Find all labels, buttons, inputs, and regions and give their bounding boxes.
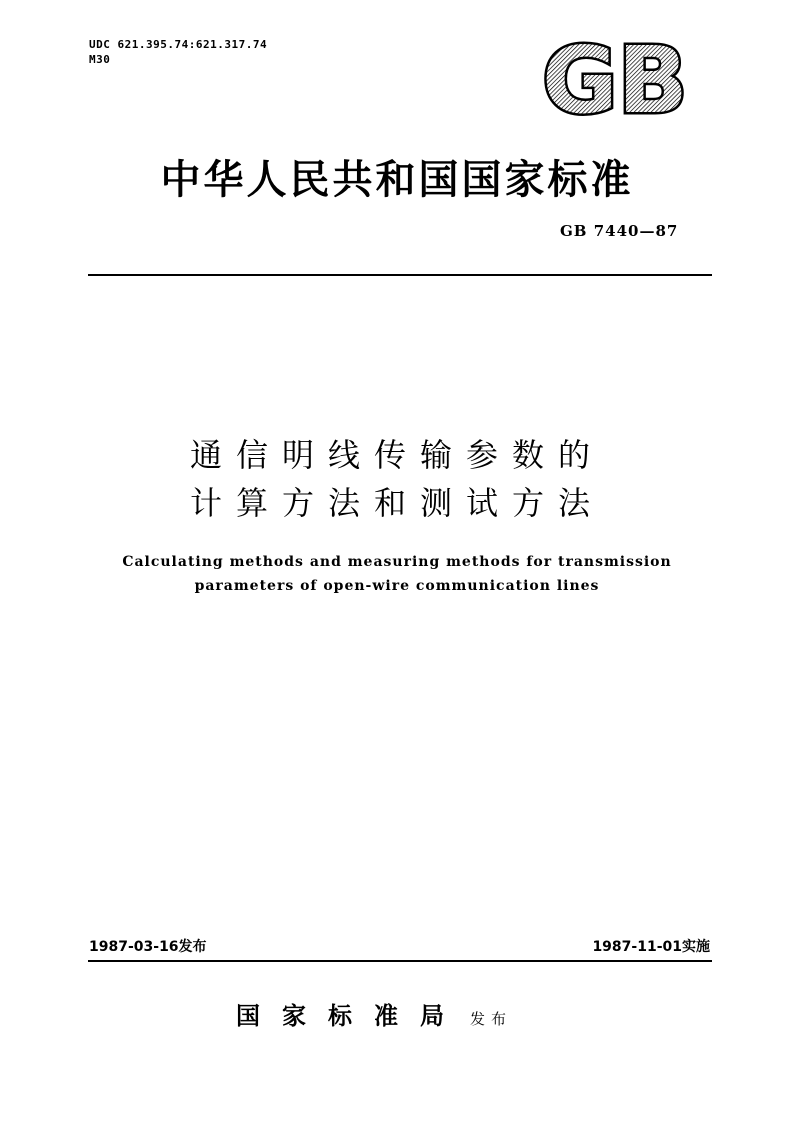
publisher-line: [236, 996, 512, 1031]
gb-logo: [538, 38, 692, 118]
publisher-name: 国家标准局: [236, 1001, 466, 1030]
udc-code: UDC 621.395.74:621.317.74: [89, 38, 268, 51]
english-title-line-1: Calculating methods and measuring methods for transmission: [122, 554, 672, 570]
udc-block: [89, 37, 267, 67]
bottom-divider: [88, 960, 712, 962]
standard-title: 中华人民共和国国家标准: [160, 156, 634, 203]
classification-code: M30: [89, 53, 111, 66]
chinese-title-line-2: 计算方法和测试方法: [189, 484, 604, 522]
top-divider: [88, 274, 712, 276]
publisher-action: 发布: [470, 1010, 513, 1028]
english-title-line-2: parameters of open-wire communication lines: [194, 578, 600, 594]
chinese-title-line-1: 通信明线传输参数的: [189, 436, 604, 474]
gb-logo-text: GB: [542, 38, 688, 118]
issue-date: 1987-03-16发布: [89, 939, 207, 955]
standard-number: GB 7440—87: [560, 222, 679, 240]
effective-date: 1987-11-01实施: [592, 939, 710, 955]
